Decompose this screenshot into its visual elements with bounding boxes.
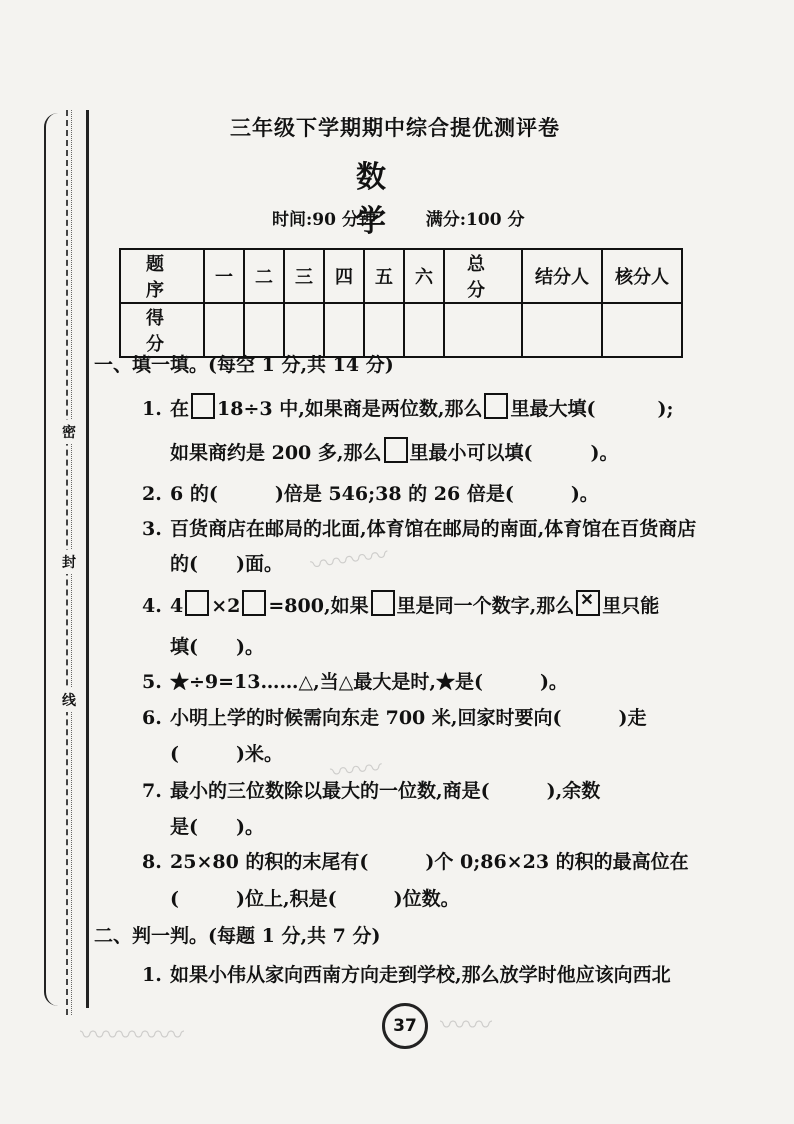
question-8 [142,847,689,874]
question-number: 2. [142,483,162,505]
question-text: 里只能 [602,595,660,617]
question-number: 7. [142,780,162,802]
table-cell: 六 [404,249,444,303]
question-text: 在 [170,398,190,420]
question-text: ★÷9=13……△,当△最大是时,★是( )。 [170,671,568,693]
show-through-mark: 〰〰 [328,753,384,789]
table-cell: 一 [204,249,244,303]
question-number: 5. [142,671,162,693]
question-text: 最小的三位数除以最大的一位数,商是( ),余数 [170,780,601,802]
margin-char-xian: 线 [62,688,76,712]
question-text: 如果小伟从家向西南方向走到学校,那么放学时他应该向西北 [170,964,671,986]
question-3 [142,514,696,541]
page-number-badge: 37 [382,1003,428,1049]
question-6-continued: ( )米。 [170,743,283,765]
question-5 [142,667,568,694]
question-8-continued: ( )位上,积是( )位数。 [170,888,460,910]
score-table-header-row [120,249,682,303]
margin-char-feng: 封 [62,550,76,574]
answer-box[interactable] [185,590,209,616]
time-limit: 时间:90 分钟 [272,210,376,230]
answer-box[interactable] [384,437,408,463]
margin-char-mi: 密 [62,420,76,444]
question-number: 8. [142,851,162,873]
table-cell: 四 [324,249,364,303]
show-through-mark: 〰〰〰〰 [80,1021,185,1051]
binding-bracket [44,113,60,1006]
table-cell: 三 [284,249,324,303]
full-marks: 满分:100 分 [425,210,525,230]
score-cell[interactable] [204,303,244,357]
answer-box[interactable] [242,590,266,616]
section-1-title: 一、填一填。(每空 1 分,共 14 分) [94,354,394,376]
question-1 [142,393,673,421]
answer-box[interactable] [484,393,508,419]
question-text: 25×80 的积的末尾有( )个 0;86×23 的积的最高位在 [170,851,689,873]
question-text: 如果商约是 200 多,那么 [170,442,382,464]
table-cell: 总 分 [444,249,522,303]
question-6 [142,703,647,730]
question-number: 1. [142,398,162,420]
question-number: 1. [142,964,162,986]
table-cell: 五 [364,249,404,303]
table-cell: 得 分 [120,303,204,357]
subject-title: 数 学 [356,160,434,239]
section-2-title: 二、判一判。(每题 1 分,共 7 分) [94,925,381,947]
score-table [119,248,683,358]
table-cell: 二 [244,249,284,303]
question-text: 6 的( )倍是 546;38 的 26 倍是( )。 [170,483,599,505]
score-cell[interactable] [284,303,324,357]
question-number: 6. [142,707,162,729]
show-through-mark: 〰〰 [440,1011,493,1041]
score-cell[interactable] [522,303,602,357]
answer-box[interactable] [371,590,395,616]
score-cell[interactable] [364,303,404,357]
question-number: 3. [142,518,162,540]
question-7-continued: 是( )。 [170,816,264,838]
answer-box[interactable] [191,393,215,419]
question-3-continued: 的( )面。 [170,553,283,575]
question-text: ×2 [211,595,241,617]
section-2-question-1 [142,960,671,987]
question-text: =800,如果 [268,595,369,617]
question-text: 里最大填( [510,398,596,420]
question-4-continued: 填( )。 [170,636,264,658]
question-text: 里是同一个数字,那么 [396,595,575,617]
show-through-mark: 〰〰〰 [308,540,391,582]
question-2 [142,479,599,506]
question-text: 百货商店在邮局的北面,体育馆在邮局的南面,体育馆在百货商店 [170,518,697,540]
score-cell[interactable] [444,303,522,357]
question-4 [142,590,659,618]
question-number: 4. [142,595,162,617]
exam-title: 三年级下学期期中综合提优测评卷 [230,115,560,140]
question-text: 18÷3 中,如果商是两位数,那么 [217,398,483,420]
question-text: 小明上学的时候需向东走 700 米,回家时要向( )走 [170,707,647,729]
score-cell[interactable] [602,303,682,357]
table-cell: 题 序 [120,249,204,303]
question-text: ); [657,398,674,420]
table-cell: 结分人 [522,249,602,303]
score-cell[interactable] [324,303,364,357]
score-cell[interactable] [244,303,284,357]
time-and-marks [272,205,524,230]
question-text: )。 [590,442,619,464]
score-cell[interactable] [404,303,444,357]
binding-solid-line [86,110,89,1008]
answer-box[interactable] [576,590,600,616]
question-text: 4 [170,595,184,617]
question-1-continued [170,437,619,465]
score-table-score-row [120,303,682,357]
table-cell: 核分人 [602,249,682,303]
question-text: 里最小可以填( [409,442,533,464]
